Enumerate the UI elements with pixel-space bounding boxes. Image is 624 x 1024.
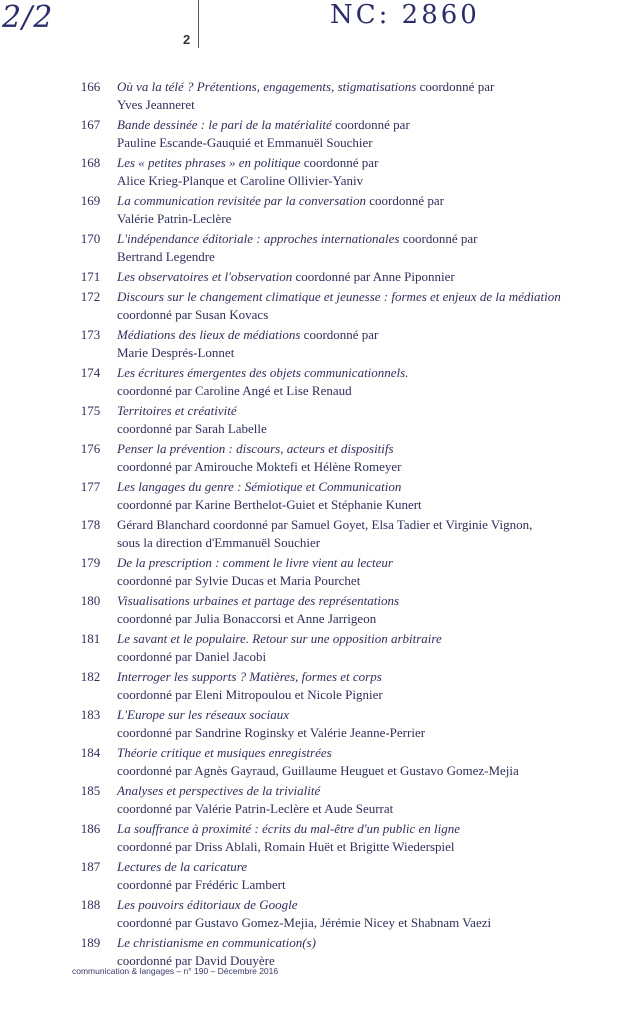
- issue-number: 189: [80, 935, 101, 950]
- issue-text: [117, 440, 604, 476]
- issue-title: Les observatoires et l'observation: [117, 269, 293, 284]
- issue-number: 174: [80, 365, 101, 380]
- issue-entry: [64, 782, 604, 818]
- issue-text: [117, 706, 604, 742]
- issue-credit-line: sous la direction d'Emmanuël Souchier: [117, 535, 321, 550]
- issue-entry: [64, 668, 604, 704]
- issue-text: [117, 154, 604, 190]
- issue-credit-line: Valérie Patrin-Leclère: [117, 211, 232, 226]
- issue-entry: [64, 268, 604, 286]
- issue-text: [117, 326, 604, 362]
- issue-entry: [64, 592, 604, 628]
- issue-credit-line: coordonné par Karine Berthelot-Guiet et Stéphanie Kunert: [117, 497, 422, 512]
- issue-credit-line: Marie Després-Lonnet: [117, 345, 235, 360]
- issue-entry: [64, 116, 604, 152]
- issue-credit-line: coordonné par Caroline Angé et Lise Renaud: [117, 383, 352, 398]
- issue-title: Théorie critique et musiques enregistrées: [117, 745, 332, 760]
- issue-entry: [64, 478, 604, 514]
- issue-text: [117, 192, 604, 228]
- issue-text: [117, 896, 604, 932]
- issue-number: 185: [80, 783, 101, 798]
- header-vertical-rule: [198, 0, 199, 48]
- issue-entry: [64, 326, 604, 362]
- issue-title: Visualisations urbaines et partage des représentations: [117, 593, 400, 608]
- issue-number: 166: [80, 79, 101, 94]
- issue-credit-inline: coordonné par: [402, 231, 478, 246]
- issue-text: [117, 744, 604, 780]
- issue-list: [64, 78, 604, 972]
- issue-text: [117, 554, 604, 590]
- issue-credit-inline: coordonné par: [335, 117, 410, 132]
- issue-title: Gérard Blanchard: [117, 517, 210, 532]
- issue-credit-line: Pauline Escande-Gauquié et Emmanuël Souchier: [117, 135, 373, 150]
- issue-credit-line: coordonné par Julia Bonaccorsi et Anne Jarrigeon: [117, 611, 377, 626]
- page-footer: communication & langages – n° 190 – Décembre 2016: [72, 966, 279, 976]
- issue-credit-line: Yves Jeanneret: [117, 97, 195, 112]
- issue-title: Analyses et perspectives de la trivialité: [117, 783, 321, 798]
- issue-credit-inline: coordonné par: [369, 193, 444, 208]
- issue-title: Les « petites phrases » en politique: [117, 155, 301, 170]
- issue-entry: [64, 820, 604, 856]
- issue-number: 182: [80, 669, 101, 684]
- issue-credit-line: coordonné par Driss Ablali, Romain Huët et Brigitte Wiederspiel: [117, 839, 455, 854]
- issue-title: Où va la télé ? Prétentions, engagements, stigmatisations: [117, 79, 417, 94]
- issue-title: Le christianisme en communication(s): [117, 935, 316, 950]
- issue-text: [117, 630, 604, 666]
- issue-number: 188: [80, 897, 101, 912]
- issue-text: [117, 592, 604, 628]
- issue-entry: [64, 192, 604, 228]
- issue-credit-inline: coordonné par: [419, 79, 495, 94]
- issue-title: La communication revisitée par la conversation: [117, 193, 367, 208]
- issue-entry: [64, 230, 604, 266]
- issue-credit-inline: coordonné par Anne Piponnier: [295, 269, 455, 284]
- issue-credit-line: coordonné par Frédéric Lambert: [117, 877, 286, 892]
- issue-number: 176: [80, 441, 101, 456]
- issue-text: [117, 288, 604, 324]
- issue-credit-inline: coordonné par Samuel Goyet, Elsa Tadier et Virginie Vignon,: [213, 517, 533, 532]
- issue-entry: [64, 364, 604, 400]
- issue-number: 167: [80, 117, 101, 132]
- issue-title: L'Europe sur les réseaux sociaux: [117, 707, 289, 722]
- issue-number: 187: [80, 859, 101, 874]
- issue-entry: [64, 516, 604, 552]
- handwritten-page-mark: 2/2: [2, 0, 54, 35]
- issue-number: 179: [80, 555, 101, 570]
- issue-entry: [64, 288, 604, 324]
- issue-number: 172: [80, 289, 101, 304]
- issue-title: Territoires et créativité: [117, 403, 237, 418]
- issue-title: Médiations des lieux de médiations: [117, 327, 301, 342]
- issue-number: 180: [80, 593, 101, 608]
- issue-text: [117, 820, 604, 856]
- issue-credit-inline: coordonné par: [303, 155, 379, 170]
- issue-entry: [64, 896, 604, 932]
- issue-credit-line: coordonné par Susan Kovacs: [117, 307, 269, 322]
- issue-title: Les écritures émergentes des objets communicationnels.: [117, 365, 409, 380]
- issue-number: 173: [80, 327, 101, 342]
- issue-number: 178: [80, 517, 101, 532]
- issue-text: [117, 230, 604, 266]
- issue-text: [117, 934, 604, 970]
- issue-number: 184: [80, 745, 101, 760]
- issue-text: [117, 116, 604, 152]
- issue-title: Le savant et le populaire. Retour sur une opposition arbitraire: [117, 631, 442, 646]
- issue-title: Penser la prévention : discours, acteurs et dispositifs: [117, 441, 394, 456]
- issue-entry: [64, 554, 604, 590]
- issue-number: 170: [80, 231, 101, 246]
- issue-text: [117, 516, 604, 552]
- issue-title: Discours sur le changement climatique et jeunesse : formes et enjeux de la médiation: [117, 289, 561, 304]
- issue-text: [117, 782, 604, 818]
- issue-entry: [64, 934, 604, 970]
- issue-credit-line: coordonné par Gustavo Gomez-Mejia, Jérémie Nicey et Shabnam Vaezi: [117, 915, 492, 930]
- issue-entry: [64, 858, 604, 894]
- issue-title: Bande dessinée : le pari de la matérialité: [117, 117, 332, 132]
- issue-credit-line: coordonné par Agnès Gayraud, Guillaume Heuguet et Gustavo Gomez-Mejia: [117, 763, 519, 778]
- issue-title: Interroger les supports ? Matières, formes et corps: [117, 669, 382, 684]
- issue-credit-line: coordonné par Sylvie Ducas et Maria Pourchet: [117, 573, 361, 588]
- issue-entry: [64, 402, 604, 438]
- issue-number: 177: [80, 479, 101, 494]
- handwritten-reference-note: NC: 2860: [330, 0, 480, 30]
- issue-credit-line: Bertrand Legendre: [117, 249, 215, 264]
- issue-title: Lectures de la caricature: [117, 859, 248, 874]
- issue-text: [117, 364, 604, 400]
- issue-credit-line: Alice Krieg-Planque et Caroline Ollivier-Yaniv: [117, 173, 364, 188]
- issue-title: Les pouvoirs éditoriaux de Google: [117, 897, 298, 912]
- issue-entry: [64, 440, 604, 476]
- issue-number: 169: [80, 193, 101, 208]
- issue-entry: [64, 154, 604, 190]
- issue-title: Les langages du genre : Sémiotique et Communication: [117, 479, 402, 494]
- issue-credit-line: coordonné par Daniel Jacobi: [117, 649, 267, 664]
- issue-title: L'indépendance éditoriale : approches internationales: [117, 231, 400, 246]
- page-number: 2: [183, 32, 191, 47]
- issue-number: 186: [80, 821, 101, 836]
- issue-text: [117, 78, 604, 114]
- issue-entry: [64, 744, 604, 780]
- issue-number: 171: [80, 269, 101, 284]
- issue-number: 183: [80, 707, 101, 722]
- issue-entry: [64, 630, 604, 666]
- issue-number: 168: [80, 155, 101, 170]
- issue-credit-line: coordonné par Amirouche Moktefi et Hélène Romeyer: [117, 459, 402, 474]
- issue-entry: [64, 78, 604, 114]
- issue-entry: [64, 706, 604, 742]
- issue-text: [117, 268, 604, 286]
- issue-title: De la prescription : comment le livre vient au lecteur: [117, 555, 393, 570]
- issue-text: [117, 668, 604, 704]
- issue-credit-line: coordonné par Sarah Labelle: [117, 421, 267, 436]
- issue-credit-inline: coordonné par: [303, 327, 379, 342]
- issue-text: [117, 478, 604, 514]
- issue-text: [117, 402, 604, 438]
- issue-number: 175: [80, 403, 101, 418]
- issue-credit-line: coordonné par David Douyère: [117, 953, 275, 968]
- issue-credit-line: coordonné par Sandrine Roginsky et Valérie Jeanne-Perrier: [117, 725, 426, 740]
- issue-credit-line: coordonné par Valérie Patrin-Leclère et Aude Seurrat: [117, 801, 394, 816]
- issue-number: 181: [80, 631, 101, 646]
- issue-text: [117, 858, 604, 894]
- issue-title: La souffrance à proximité : écrits du mal-être d'un public en ligne: [117, 821, 461, 836]
- issue-credit-line: coordonné par Eleni Mitropoulou et Nicole Pignier: [117, 687, 383, 702]
